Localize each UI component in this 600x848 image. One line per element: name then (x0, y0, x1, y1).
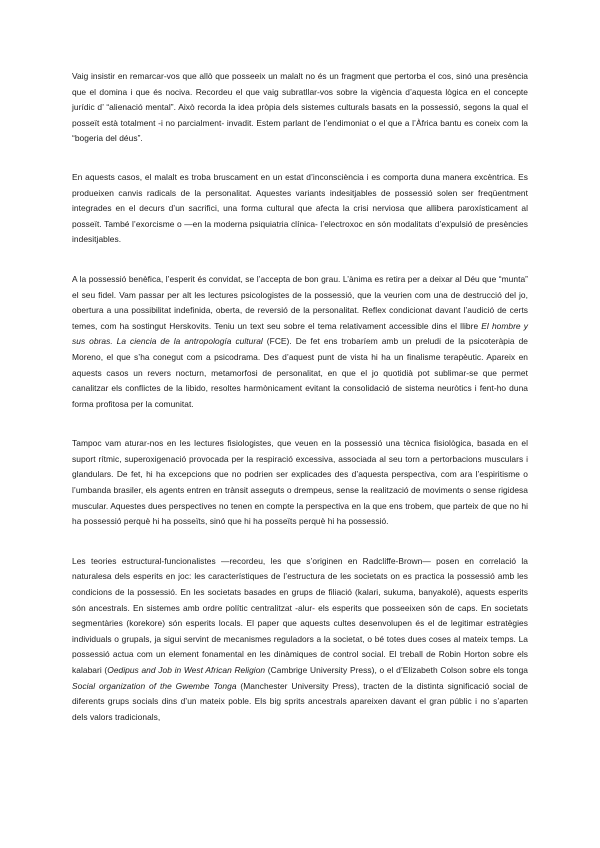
paragraph-text: (FCE). De fet ens trobaríem amb un preludi de la psicoteràpia de Moreno, el que s’ha conegut com a psicodrama. Des d’aquest punt de vista hi ha un finalisme terapèutic. Apareix en aquests casos un revers nocturn, metamorfosi de personalitat, en que el jo quotidià pot sublimar-se que permet canalitzar els conflictes de la libido, resoltes harmònicament evitant la consolidació de sistema neuròtics i fent-ho duna forma profitosa per la comunitat. (72, 336, 528, 409)
paragraph-1 (72, 69, 528, 147)
paragraph-5 (72, 554, 528, 726)
paragraph-4 (72, 436, 528, 530)
paragraph-text: (Cambrige University Press), o el d’Elizabeth Colson sobre els tonga (265, 665, 529, 675)
paragraph-2 (72, 170, 528, 248)
document-page (72, 69, 528, 725)
book-title-italic: Oedipus and Job in West African Religion (107, 665, 266, 675)
book-title-italic: El hombre y sus obras. La ciencia de la antropología cultural (72, 320, 528, 347)
book-title-italic: Social organization of the Gwembe Tonga (72, 680, 237, 691)
paragraph-text: (Manchester University Press), tracten de la distinta significació social de diferents grups socials dins d’un mateix poble. Els big sprits ancestrals apareixen davant el gran públic i no s’aparten dels valors tradicionals, (72, 680, 528, 722)
paragraph-text: En aquests casos, el malalt es troba bruscament en un estat d’inconsciència i es comporta duna manera excèntrica. Es produeixen canvis radicals de la personalitat. Aquestes variants indesitjables de possessió solen ser freqüentment integrades en el decurs d’un sacrifici, una forma cultural que afecta la crisi nerviosa que allibera paroxísticament al posseït. També l’exorcisme o —en la moderna psiquiatria clínica- l’electroxoc en són modalitats d’expulsió de presències indesitjables. (72, 171, 528, 245)
paragraph-text: Vaig insistir en remarcar-vos que allò que posseeix un malalt no és un fragment que pertorba el cos, sinó una presència que el domina i que és nociva. Recordeu el que vaig subratllar-vos sobre la vigència d’aquesta lògica en el concepte jurídic d’ “alienació mental”. Això recorda la idea pròpia dels sistemes culturals basats en la possessió, segons la qual el posseït està totalment -i no parcialment- invadit. Estem parlant de l’endimoniat o el que a l’Àfrica bantu es coneix com la “bogeria del déus”. (72, 71, 528, 144)
paragraph-3 (72, 272, 528, 412)
paragraph-text: A la possessió benèfica, l’esperit és convidat, se l’accepta de bon grau. L’ànima es retira per a deixar al Déu que “munta” el seu fidel. Vam passar per alt les lectures psicologistes de la possessió, que la veurien com una de destrucció del jo, obertura a una possibilitat indefinida, oberta, de reversió de la personalitat. Reflex condicionat davant l’audició de certs temes, com ha sostingut Herskovits. Teniu un text seu sobre el tema relativament accessible dins el llibre (72, 273, 528, 331)
paragraph-text: Tampoc vam aturar-nos en les lectures fisiologistes, que veuen en la possessió una tècnica fisiològica, basada en el suport rítmic, superoxigenació provocada per la respiració excessiva, associada al seu torn a pertorbacions musculars i glandulars. De fet, hi ha excepcions que no podrien ser explicades des d’aquesta perspectiva, com ara l’espiritisme o l’umbanda brasiler, els agents entren en trànsit asseguts o drempeus, sense la realització de moviments o sense rigidesa muscular. Aquestes dues perspectives no tenen en compte la perspectiva en la que ens trobem, que parteix de que no hi ha possessió perquè hi ha posseïts, sinó que hi ha posseïts perquè hi ha possessió. (72, 438, 528, 527)
paragraph-text: Les teories estructural-funcionalistes —recordeu, les que s’originen en Radcliffe-Brown— posen en correlació la naturalesa dels esperits en joc: les característiques de l’estructura de les societats on es practica la possessió amb les condicions de la possessió. En les societats basades en grups de filiació (kalari, sukuma, banyakolé), aquests esperits són ancestrals. En sistemes amb ordre polític centralitzat -alur- els esperits que posseeixen són de caps. En societats segmentàries (korekore) són esperits locals. El paper que aquests cultes desenvolupen és el de legitimar estratègies individuals o grupals, ja sigui servint de mecanismes reguladors a la societat, o bé totes dues coses al mateix temps. La possessió actua com un element fonamental en les dinàmiques de control social. El treball de Robin Horton sobre els kalabari ( (72, 555, 528, 675)
